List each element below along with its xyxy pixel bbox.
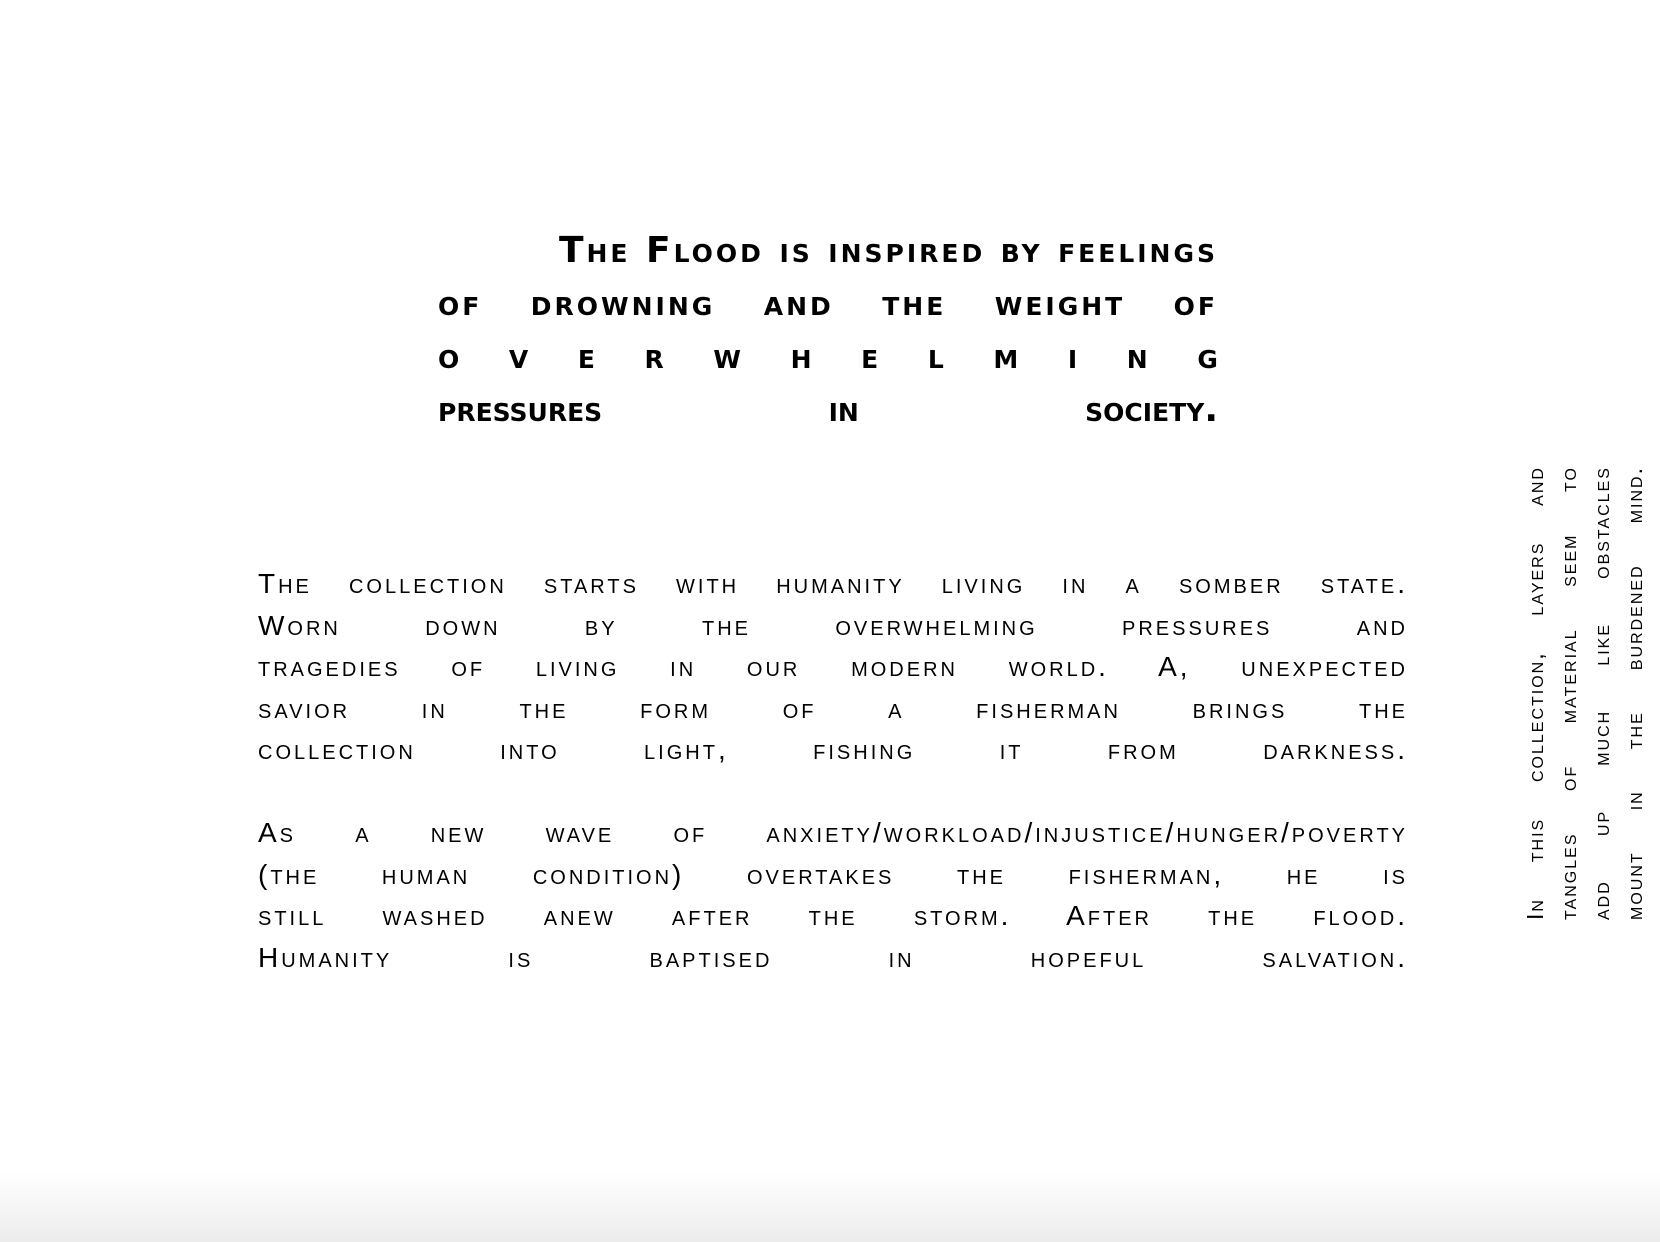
paragraph-line: The collection starts with humanity living in a somber state. [258, 568, 1408, 599]
headline-letter: e [577, 336, 595, 377]
headline-letter: o [438, 336, 460, 377]
headline-letter: h [790, 336, 812, 377]
paragraph-2 [258, 812, 1408, 978]
side-note-column-2 [1553, 466, 1583, 920]
side-note-word: collection, [1522, 651, 1548, 782]
headline-letter: g [1197, 336, 1218, 377]
side-note-word: In [1522, 898, 1548, 920]
paragraph-line: tragedies of living in our modern world. A, unexpected [258, 651, 1408, 682]
side-note-word: like [1588, 622, 1614, 666]
paragraph-line: collection into light, fishing it from darkness. [258, 734, 1408, 765]
side-note-word: in [1621, 790, 1647, 811]
side-note-word: mind. [1621, 466, 1647, 524]
side-note-word: material [1555, 628, 1581, 724]
paragraph-line: Humanity is baptised in hopeful salvation. [258, 941, 1408, 973]
paragraph-line: As a new wave of anxiety/workload/injustice/hunger/poverty [258, 817, 1408, 848]
headline-letter: m [993, 336, 1019, 377]
headline-letter: l [927, 336, 944, 377]
headline-letter: r [644, 336, 664, 377]
headline-word: pressures [438, 389, 603, 430]
headline-letter: w [713, 336, 741, 377]
side-note-column-3 [1586, 466, 1616, 920]
paragraph-line: (the human condition) overtakes the fisherman, he is [258, 858, 1408, 890]
paragraph-line: Worn down by the overwhelming pressures and [258, 609, 1408, 641]
headline-line-1: The Flood is inspired by feelings [558, 230, 1218, 271]
paragraph-line: still washed anew after the storm. After the flood. [258, 900, 1408, 931]
side-note-word: and [1522, 466, 1548, 506]
headline-letter: i [1067, 336, 1078, 377]
headline-word: in [828, 389, 859, 430]
side-note-word: seem [1555, 533, 1581, 587]
side-note-word: to [1555, 466, 1581, 492]
side-note-word: of [1555, 764, 1581, 791]
headline-line-2: of drowning and the weight of [438, 283, 1218, 324]
bottom-shadow [0, 1172, 1660, 1242]
side-note-word: obstacles [1588, 466, 1614, 579]
headline-line-3 [438, 330, 1218, 383]
side-note-word: mount [1621, 851, 1647, 920]
side-note-word: this [1522, 817, 1548, 863]
side-note-word: much [1588, 709, 1614, 766]
side-note-column-4 [1619, 466, 1649, 920]
headline-letter: n [1126, 336, 1148, 377]
paragraph-1 [258, 563, 1408, 771]
side-note-word: tangles [1555, 832, 1581, 920]
headline [438, 224, 1218, 436]
paragraph-line: savior in the form of a fisherman brings the [258, 692, 1408, 724]
side-note-word: the [1621, 711, 1647, 750]
headline-line-4 [438, 383, 1218, 436]
headline-letter: e [861, 336, 879, 377]
headline-letter: v [508, 336, 529, 377]
headline-word: society. [1085, 389, 1218, 430]
side-note-word: up [1588, 809, 1614, 837]
side-note-word: add [1588, 880, 1614, 920]
side-note-vertical [1520, 466, 1647, 920]
side-note-word: burdened [1621, 564, 1647, 671]
side-note-word: layers [1522, 541, 1548, 616]
side-note-column-1 [1520, 466, 1550, 920]
